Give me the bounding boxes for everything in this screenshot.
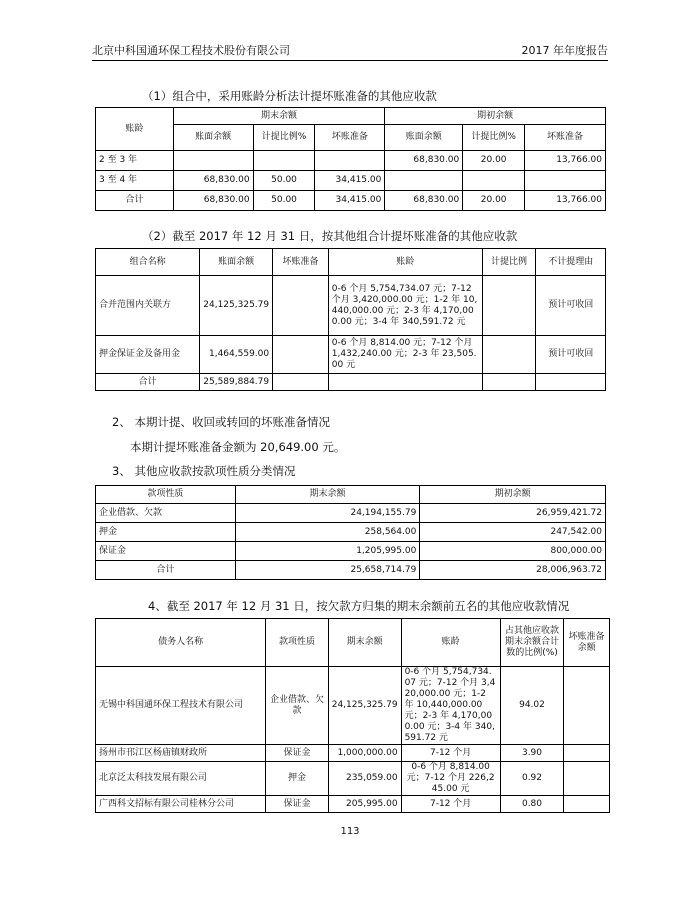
debtor-name: 北京泛太科技发展有限公司 bbox=[96, 762, 266, 796]
cell: 预计可收回 bbox=[536, 336, 606, 374]
cell: 235,059.00 bbox=[328, 762, 401, 796]
group-name: 押金保证金及备用金 bbox=[96, 336, 200, 374]
cell bbox=[564, 667, 610, 745]
cell: 24,125,325.79 bbox=[328, 667, 401, 745]
col-header: 坏账准备 bbox=[273, 249, 329, 276]
cell bbox=[525, 171, 606, 191]
group-name: 合计 bbox=[96, 374, 200, 391]
row-label: 合计 bbox=[96, 191, 174, 211]
cell: 预计可收回 bbox=[536, 276, 606, 336]
cell bbox=[482, 374, 536, 391]
col-header: 期末余额 bbox=[235, 486, 420, 504]
cell: 1,205,995.00 bbox=[235, 542, 420, 561]
col-header: 账龄 bbox=[328, 249, 482, 276]
col-header: 期初余额 bbox=[420, 486, 606, 504]
row-label: 3 至 4 年 bbox=[96, 171, 174, 191]
col-header: 账龄 bbox=[401, 619, 500, 667]
cell bbox=[173, 151, 253, 171]
report-title: 2017 年年度报告 bbox=[521, 44, 608, 57]
top5-table bbox=[95, 618, 610, 813]
table-row bbox=[96, 523, 606, 542]
sub-header: 计提比例% bbox=[463, 125, 525, 151]
cell: 28,006,963.72 bbox=[420, 561, 606, 580]
nature-label: 保证金 bbox=[96, 542, 236, 561]
cell bbox=[536, 374, 606, 391]
cell: 68,830.00 bbox=[385, 191, 463, 211]
section3-heading: 2、 本期计提、收回或转回的坏账准备情况 bbox=[112, 415, 330, 429]
section1-title: （1）组合中，采用账龄分析法计提坏账准备的其他应收款 bbox=[142, 89, 437, 103]
section3-text: 本期计提坏账准备金额为 20,649.00 元。 bbox=[130, 440, 346, 454]
table-row bbox=[96, 276, 606, 336]
row-label: 2 至 3 年 bbox=[96, 151, 174, 171]
cell: 保证金 bbox=[266, 745, 329, 762]
cell bbox=[253, 151, 315, 171]
cell: 押金 bbox=[266, 762, 329, 796]
cell: 34,415.00 bbox=[315, 171, 385, 191]
table-row bbox=[96, 171, 606, 191]
col-header: 账面余额 bbox=[200, 249, 273, 276]
table-row bbox=[96, 504, 606, 523]
cell: 50.00 bbox=[253, 171, 315, 191]
cell bbox=[564, 796, 610, 813]
col-header: 坏账准备余额 bbox=[564, 619, 610, 667]
col-aging: 账龄 bbox=[96, 108, 174, 151]
aging-cell: 0-6 个月 8,814.00 元；7-12 个月 1,432,240.00 元；2-3 年 23,505.00 元 bbox=[328, 336, 482, 374]
cell: 0.92 bbox=[500, 762, 564, 796]
table-row bbox=[96, 762, 610, 796]
cell: 26,959,421.72 bbox=[420, 504, 606, 523]
debtor-name: 广西科文招标有限公司桂林分公司 bbox=[96, 796, 266, 813]
cell: 25,589,884.79 bbox=[200, 374, 273, 391]
col-header: 期末余额 bbox=[328, 619, 401, 667]
nature-label: 企业借款、欠款 bbox=[96, 504, 236, 523]
cell bbox=[463, 171, 525, 191]
cell bbox=[564, 762, 610, 796]
aging-cell: 0-6 个月 8,814.00 元；7-12 个月 226,245.00 元 bbox=[401, 762, 500, 796]
cell: 94.02 bbox=[500, 667, 564, 745]
sub-header: 坏账准备 bbox=[525, 125, 606, 151]
table-row bbox=[96, 561, 606, 580]
col-header: 计提比例 bbox=[482, 249, 536, 276]
cell bbox=[273, 336, 329, 374]
header-divider bbox=[92, 60, 608, 61]
cell bbox=[315, 151, 385, 171]
cell: 0.80 bbox=[500, 796, 564, 813]
cell: 247,542.00 bbox=[420, 523, 606, 542]
cell: 68,830.00 bbox=[385, 151, 463, 171]
cell: 保证金 bbox=[266, 796, 329, 813]
cell bbox=[564, 745, 610, 762]
cell bbox=[328, 374, 482, 391]
section4-heading: 3、 其他应收款按款项性质分类情况 bbox=[112, 464, 296, 478]
nature-label: 合计 bbox=[96, 561, 236, 580]
cell: 34,415.00 bbox=[315, 191, 385, 211]
cell bbox=[273, 276, 329, 336]
page-number: 113 bbox=[340, 826, 360, 837]
cell bbox=[273, 374, 329, 391]
cell bbox=[385, 171, 463, 191]
cell: 68,830.00 bbox=[173, 171, 253, 191]
cell: 1,464,559.00 bbox=[200, 336, 273, 374]
col-header: 组合名称 bbox=[96, 249, 200, 276]
col-header: 不计提理由 bbox=[536, 249, 606, 276]
cell: 50.00 bbox=[253, 191, 315, 211]
cell bbox=[482, 276, 536, 336]
aging-cell: 0-6 个月 5,754,734.07 元；7-12 个月 3,420,000.00 元；1-2 年 10,440,000.00 元；2-3 年 4,170,000.00 元；3-4 年 340,591.72 元 bbox=[401, 667, 500, 745]
debtor-name: 扬州市邗江区杨庙镇财政所 bbox=[96, 745, 266, 762]
cell: 25,658,714.79 bbox=[235, 561, 420, 580]
aging-cell: 7-12 个月 bbox=[401, 796, 500, 813]
cell: 13,766.00 bbox=[525, 191, 606, 211]
col-header: 占其他应收款期末余额合计数的比例(%) bbox=[500, 619, 564, 667]
aging-cell: 0-6 个月 5,754,734.07 元；7-12 个月 3,420,000.00 元；1-2 年 10,440,000.00 元；2-3 年 4,170,000.00 元；3-4 年 340,591.72 元 bbox=[328, 276, 482, 336]
col-header: 债务人名称 bbox=[96, 619, 266, 667]
debtor-name: 无锡中科国通环保工程技术有限公司 bbox=[96, 667, 266, 745]
cell: 企业借款、欠款 bbox=[266, 667, 329, 745]
col-header: 款项性质 bbox=[96, 486, 236, 504]
group-name: 合并范围内关联方 bbox=[96, 276, 200, 336]
section5-heading: 4、截至 2017 年 12 月 31 日，按欠款方归集的期末余额前五名的其他应收款情况 bbox=[148, 599, 570, 613]
cell: 68,830.00 bbox=[173, 191, 253, 211]
cell: 24,194,155.79 bbox=[235, 504, 420, 523]
cell: 800,000.00 bbox=[420, 542, 606, 561]
table-row bbox=[96, 745, 610, 762]
cell bbox=[482, 336, 536, 374]
table-row bbox=[96, 796, 610, 813]
company-name: 北京中科国通环保工程技术股份有限公司 bbox=[92, 44, 290, 57]
nature-table bbox=[95, 485, 606, 580]
nature-label: 押金 bbox=[96, 523, 236, 542]
cell: 3.90 bbox=[500, 745, 564, 762]
sub-header: 计提比例% bbox=[253, 125, 315, 151]
table-row bbox=[96, 667, 610, 745]
table-row bbox=[96, 374, 606, 391]
table-row bbox=[96, 542, 606, 561]
sub-header: 坏账准备 bbox=[315, 125, 385, 151]
aging-table bbox=[95, 107, 606, 211]
cell: 20.00 bbox=[463, 151, 525, 171]
other-group-table bbox=[95, 248, 606, 391]
group-begin: 期初余额 bbox=[385, 108, 606, 125]
sub-header: 账面余额 bbox=[173, 125, 253, 151]
cell: 13,766.00 bbox=[525, 151, 606, 171]
cell: 205,995.00 bbox=[328, 796, 401, 813]
cell: 1,000,000.00 bbox=[328, 745, 401, 762]
table-row bbox=[96, 151, 606, 171]
sub-header: 账面余额 bbox=[385, 125, 463, 151]
cell: 20.00 bbox=[463, 191, 525, 211]
table-row bbox=[96, 336, 606, 374]
table-row bbox=[96, 191, 606, 211]
section2-title: （2）截至 2017 年 12 月 31 日，按其他组合计提坏账准备的其他应收款 bbox=[142, 229, 518, 243]
col-header: 款项性质 bbox=[266, 619, 329, 667]
aging-cell: 7-12 个月 bbox=[401, 745, 500, 762]
group-end: 期末余额 bbox=[173, 108, 385, 125]
cell: 24,125,325.79 bbox=[200, 276, 273, 336]
cell: 258,564.00 bbox=[235, 523, 420, 542]
